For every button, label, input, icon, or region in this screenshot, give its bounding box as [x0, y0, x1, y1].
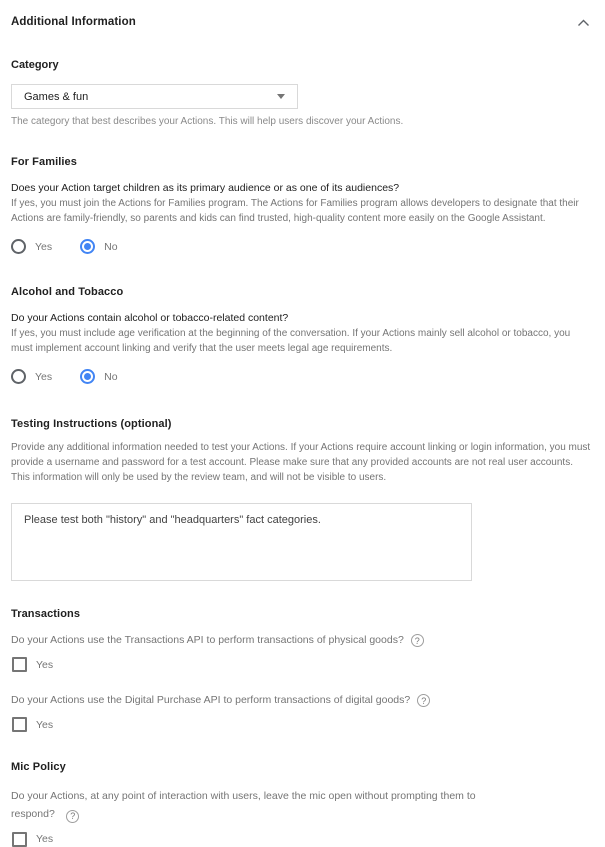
section-mic-policy: [11, 761, 592, 847]
mic-policy-checkbox-row: [12, 832, 592, 847]
radio-selected-icon[interactable]: [80, 239, 95, 254]
checkbox-label-yes[interactable]: Yes: [36, 833, 54, 845]
for-families-question: Does your Action target children as its primary audience or as one of its audiences?: [11, 182, 400, 194]
transactions-question-2-text: Do your Actions use the Digital Purchase API to perform transactions of digital goods?: [11, 694, 411, 706]
radio-unselected-icon[interactable]: [11, 369, 26, 384]
transactions-question-2: [11, 693, 592, 708]
for-families-heading: For Families: [11, 156, 77, 168]
for-families-radio-row: [11, 239, 592, 254]
checkbox-unchecked-icon[interactable]: [12, 657, 27, 672]
section-category: [11, 59, 592, 128]
alcohol-tobacco-radio-row: [11, 369, 592, 384]
category-selected-value: Games & fun: [24, 90, 89, 103]
transactions-checkbox-row-2: [12, 717, 592, 732]
chevron-up-icon: [577, 15, 590, 30]
transactions-heading: Transactions: [11, 608, 81, 620]
checkbox-label-yes[interactable]: Yes: [36, 718, 54, 731]
alcohol-tobacco-option-no: [80, 369, 117, 384]
collapse-section-button[interactable]: [575, 17, 592, 29]
category-label: Category: [11, 59, 59, 71]
transactions-question-1: [11, 633, 592, 648]
caret-down-icon: [277, 94, 285, 99]
testing-instructions-input[interactable]: [11, 503, 472, 581]
alcohol-tobacco-question: Do your Actions contain alcohol or tobacco-related content?: [11, 312, 289, 324]
help-icon[interactable]: ?: [411, 634, 424, 647]
section-alcohol-tobacco: [11, 286, 592, 384]
radio-selected-icon[interactable]: [80, 369, 95, 384]
alcohol-tobacco-description: If yes, you must include age verification at the beginning of the conversation. If your Actions mainly sell alcohol or tobacco, you must implement account linking and verify that the user meets legal age requirements.: [11, 328, 571, 354]
help-icon[interactable]: ?: [417, 694, 430, 707]
radio-label-yes[interactable]: Yes: [35, 240, 53, 253]
testing-instructions-description: Provide any additional information needed to test your Actions. If your Actions require account linking or login information, you must provide a username and password for a test account. Please make sure that any provided accounts are not real user accounts. This information will only be used by the review team, and will not be visible to users.: [11, 442, 591, 483]
checkbox-unchecked-icon[interactable]: [12, 832, 27, 847]
help-icon[interactable]: ?: [66, 810, 79, 823]
mic-policy-question-text: Do your Actions, at any point of interaction with users, leave the mic open without prompting them to respond?: [11, 790, 476, 820]
transactions-question-1-text: Do your Actions use the Transactions API to perform transactions of physical goods?: [11, 634, 404, 646]
for-families-description: If yes, you must join the Actions for Families program. The Actions for Families program allows developers to designate that their Actions are family-friendly, so parents and kids can find trusted, high-quality content more easily on the Google Assistant.: [11, 198, 579, 224]
checkbox-label-yes[interactable]: Yes: [36, 658, 54, 671]
section-transactions: [11, 608, 592, 732]
section-testing-instructions: [11, 418, 592, 581]
for-families-option-no: [80, 239, 117, 254]
transactions-checkbox-row-1: [12, 657, 592, 672]
category-select[interactable]: [11, 84, 298, 109]
panel-title: Additional Information: [11, 16, 136, 28]
radio-unselected-icon[interactable]: [11, 239, 26, 254]
mic-policy-heading: Mic Policy: [11, 761, 66, 773]
for-families-option-yes: [11, 239, 52, 254]
panel-header: [11, 16, 592, 29]
testing-instructions-heading: Testing Instructions (optional): [11, 418, 172, 430]
radio-label-no[interactable]: No: [104, 370, 118, 383]
radio-label-yes[interactable]: Yes: [35, 370, 53, 383]
checkbox-unchecked-icon[interactable]: [12, 717, 27, 732]
mic-policy-question: [11, 786, 481, 823]
alcohol-tobacco-option-yes: [11, 369, 52, 384]
alcohol-tobacco-heading: Alcohol and Tobacco: [11, 286, 124, 298]
section-for-families: [11, 156, 592, 254]
radio-label-no[interactable]: No: [104, 240, 118, 253]
category-helper-text: The category that best describes your Actions. This will help users discover your Actions.: [11, 116, 404, 127]
